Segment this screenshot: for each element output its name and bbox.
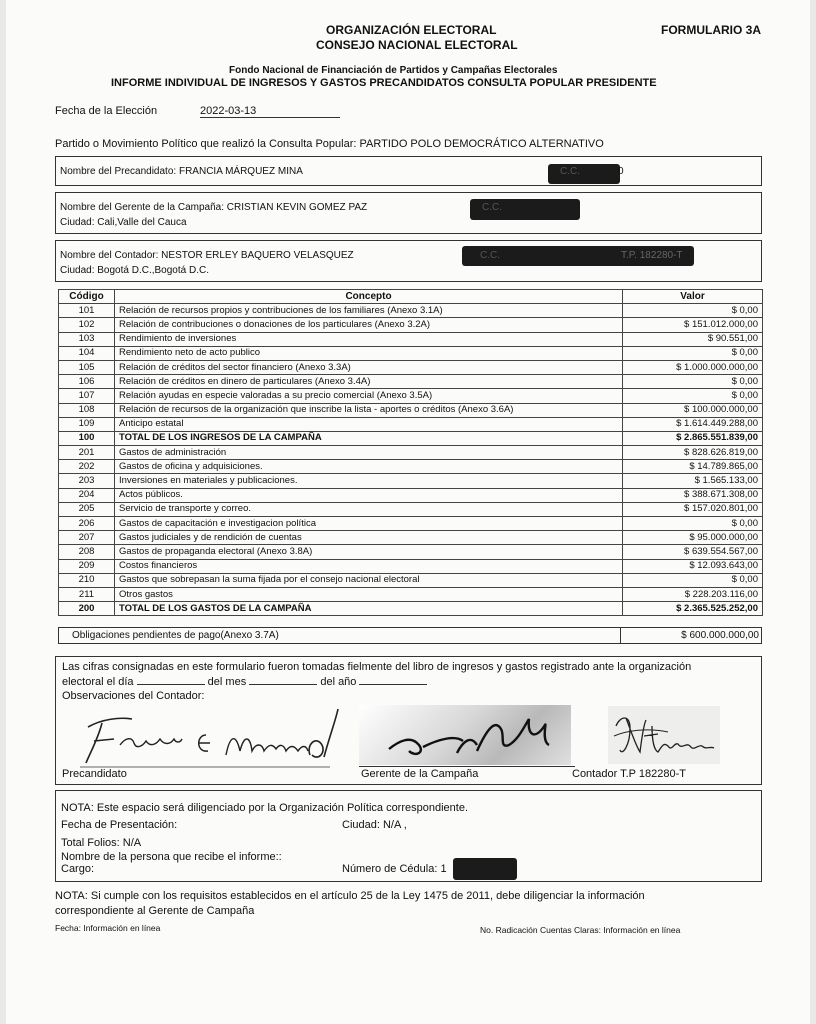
certification-year-label: del año: [320, 676, 357, 688]
row-value: $ 100.000.000,00: [623, 403, 763, 417]
row-concept: Relación ayudas en especie valoradas a su precio comercial (Anexo 3.5A): [115, 389, 623, 403]
accountant-city-row: [60, 265, 209, 276]
cargo-label: Cargo:: [61, 863, 95, 875]
row-value: $ 151.012.000,00: [623, 318, 763, 332]
income-expense-table: [58, 289, 763, 616]
row-value: $ 828.626.819,00: [623, 446, 763, 460]
table-row: [59, 403, 763, 417]
table-row: [59, 587, 763, 601]
cedula-row: [342, 863, 447, 875]
redacted-id: [548, 164, 620, 184]
accountant-signature-image: [608, 706, 720, 764]
table-row: [59, 545, 763, 559]
party-label: Partido o Movimiento Político que realizó la Consulta Popular:: [55, 138, 357, 150]
precandidate-id-prefix: C.C.: [560, 166, 580, 177]
row-code: 106: [59, 375, 115, 389]
manager-signature-image: [359, 705, 571, 765]
certification-line2: [62, 676, 427, 688]
row-code: 211: [59, 587, 115, 601]
manager-row: [60, 202, 367, 213]
day-blank: [137, 684, 205, 685]
table-row: [59, 375, 763, 389]
row-code: 210: [59, 573, 115, 587]
row-concept: Gastos que sobrepasan la suma fijada por el consejo nacional electoral: [115, 573, 623, 587]
accountant-city: Bogotá D.C.,Bogotá D.C.: [97, 265, 209, 276]
row-value: $ 14.789.865,00: [623, 460, 763, 474]
nota2-line1: NOTA: Si cumple con los requisitos establecidos en el artículo 25 de la Ley 1475 de 2011, debe diligenciar la información: [55, 890, 645, 902]
precandidate-label: Nombre del Precandidato:: [60, 166, 177, 177]
row-concept: Rendimiento neto de acto publico: [115, 346, 623, 360]
nota-text: NOTA: Este espacio será diligenciado por la Organización Política correspondiente.: [61, 802, 469, 814]
row-code: 102: [59, 318, 115, 332]
row-code: 105: [59, 360, 115, 374]
certification-month-label: del mes: [207, 676, 247, 688]
fund-title: Fondo Nacional de Financiación de Partidos y Campañas Electorales: [229, 65, 558, 76]
row-concept: Servicio de transporte y correo.: [115, 502, 623, 516]
table-total-row: [59, 602, 763, 616]
table-row: [59, 360, 763, 374]
row-code: 100: [59, 431, 115, 445]
certification-line1: Las cifras consignadas en este formulario fueron tomadas fielmente del libro de ingresos y gastos registrado ante la organización: [62, 661, 692, 673]
row-value: $ 12.093.643,00: [623, 559, 763, 573]
row-code: 202: [59, 460, 115, 474]
row-code: 203: [59, 474, 115, 488]
precandidate-signature-label: Precandidato: [62, 768, 127, 780]
table-row: [59, 346, 763, 360]
row-value: $ 0,00: [623, 375, 763, 389]
cedula-label: Número de Cédula:: [342, 863, 438, 875]
precandidate-id-tail: 0: [618, 166, 624, 177]
row-code: 107: [59, 389, 115, 403]
year-blank: [359, 684, 427, 685]
accountant-city-label: Ciudad:: [60, 265, 95, 276]
cedula-visible: 1: [440, 863, 447, 875]
certification-day-label: electoral el día: [62, 676, 134, 688]
table-row: [59, 559, 763, 573]
row-value: $ 2.365.525.252,00: [623, 602, 763, 616]
table-total-row: [59, 431, 763, 445]
council-title: CONSEJO NACIONAL ELECTORAL: [316, 38, 518, 52]
table-row: [59, 502, 763, 516]
row-concept: TOTAL DE LOS INGRESOS DE LA CAMPAÑA: [115, 431, 623, 445]
row-concept: Gastos de oficina y adquisiciones.: [115, 460, 623, 474]
form-id: FORMULARIO 3A: [661, 23, 761, 37]
table-row: [59, 488, 763, 502]
row-code: 108: [59, 403, 115, 417]
party-row: [55, 138, 604, 150]
election-date-label: Fecha de la Elección: [55, 105, 158, 117]
row-code: 104: [59, 346, 115, 360]
redacted-id: [453, 858, 517, 880]
manager-name: CRISTIAN KEVIN GOMEZ PAZ: [226, 202, 368, 213]
accountant-signature-label: Contador T.P 182280-T: [572, 768, 686, 780]
precandidate-name: FRANCIA MÁRQUEZ MINA: [178, 166, 303, 177]
row-value: $ 0,00: [623, 346, 763, 360]
org-title: ORGANIZACIÓN ELECTORAL: [326, 23, 497, 37]
election-date: 2022-03-13: [200, 105, 340, 118]
manager-id-prefix: C.C.: [482, 202, 502, 213]
table-row: [59, 389, 763, 403]
row-value: $ 388.671.308,00: [623, 488, 763, 502]
accountant-id-prefix: C.C.: [480, 250, 500, 261]
row-code: 208: [59, 545, 115, 559]
obligations-label: Obligaciones pendientes de pago(Anexo 3.7A): [72, 630, 279, 641]
precandidate-row: [60, 166, 303, 177]
table-row: [59, 474, 763, 488]
row-concept: Relación de contribuciones o donaciones de los particulares (Anexo 3.2A): [115, 318, 623, 332]
row-concept: Gastos de administración: [115, 446, 623, 460]
row-concept: Otros gastos: [115, 587, 623, 601]
accountant-label: Nombre del Contador:: [60, 250, 159, 261]
month-blank: [249, 684, 317, 685]
observations-label: Observaciones del Contador:: [62, 690, 205, 702]
manager-label: Nombre del Gerente de la Campaña:: [60, 202, 224, 213]
row-code: 205: [59, 502, 115, 516]
presentation-date-label: Fecha de Presentación:: [61, 819, 178, 831]
row-concept: Relación de créditos del sector financiero (Anexo 3.3A): [115, 360, 623, 374]
manager-city-label: Ciudad:: [60, 217, 95, 228]
accountant-row: [60, 250, 354, 261]
manager-signature-label: Gerente de la Campaña: [361, 768, 479, 780]
row-value: $ 0,00: [623, 389, 763, 403]
footer-date: Fecha: Información en línea: [55, 923, 161, 933]
row-concept: Gastos de capacitación e investigacion política: [115, 517, 623, 531]
row-concept: Relación de recursos de la organización que inscribe la lista - aportes o créditos (Anexo 3.6A): [115, 403, 623, 417]
row-concept: Relación de recursos propios y contribuciones de los familiares (Anexo 3.1A): [115, 304, 623, 318]
table-header-row: [59, 290, 763, 304]
table-row: [59, 304, 763, 318]
table-row: [59, 517, 763, 531]
table-row: [59, 446, 763, 460]
obligations-value: $ 600.000.000,00: [681, 630, 759, 641]
row-code: 206: [59, 517, 115, 531]
table-row: [59, 573, 763, 587]
row-code: 201: [59, 446, 115, 460]
header-value: Valor: [623, 290, 763, 304]
receiver-label: Nombre de la persona que recibe el informe::: [61, 851, 282, 863]
row-code: 200: [59, 602, 115, 616]
row-value: $ 0,00: [623, 573, 763, 587]
row-concept: Costos financieros: [115, 559, 623, 573]
row-concept: Gastos judiciales y de rendición de cuentas: [115, 531, 623, 545]
row-code: 103: [59, 332, 115, 346]
row-value: $ 639.554.567,00: [623, 545, 763, 559]
row-code: 207: [59, 531, 115, 545]
accountant-signature: [608, 706, 720, 764]
footer-radicacion: No. Radicación Cuentas Claras: Información en línea: [480, 925, 681, 935]
manager-signature: [359, 705, 571, 765]
header-code: Código: [59, 290, 115, 304]
party-name: PARTIDO POLO DEMOCRÁTICO ALTERNATIVO: [359, 138, 604, 150]
row-code: 209: [59, 559, 115, 573]
row-concept: Rendimiento de inversiones: [115, 332, 623, 346]
row-value: $ 95.000.000,00: [623, 531, 763, 545]
table-row: [59, 531, 763, 545]
row-concept: Gastos de propaganda electoral (Anexo 3.8A): [115, 545, 623, 559]
table-row: [59, 332, 763, 346]
table-row: [59, 318, 763, 332]
row-code: 204: [59, 488, 115, 502]
table-row: [59, 460, 763, 474]
row-concept: TOTAL DE LOS GASTOS DE LA CAMPAÑA: [115, 602, 623, 616]
nota2-line2: correspondiente al Gerente de Campaña: [55, 905, 255, 917]
row-value: $ 0,00: [623, 517, 763, 531]
accountant-name: NESTOR ERLEY BAQUERO VELASQUEZ: [161, 250, 354, 261]
row-code: 109: [59, 417, 115, 431]
row-value: $ 1.565.133,00: [623, 474, 763, 488]
manager-signature-line: [359, 766, 575, 767]
header-concept: Concepto: [115, 290, 623, 304]
manager-city-row: [60, 217, 187, 228]
row-value: $ 0,00: [623, 304, 763, 318]
row-concept: Anticipo estatal: [115, 417, 623, 431]
row-code: 101: [59, 304, 115, 318]
row-value: $ 157.020.801,00: [623, 502, 763, 516]
row-concept: Relación de créditos en dinero de particulares (Anexo 3.4A): [115, 375, 623, 389]
city-text: Ciudad: N/A ,: [342, 819, 407, 831]
row-value: $ 2.865.551.839,00: [623, 431, 763, 445]
row-concept: Inversiones en materiales y publicaciones.: [115, 474, 623, 488]
manager-city: Cali,Valle del Cauca: [97, 217, 187, 228]
accountant-tp: T.P. 182280-T: [621, 250, 683, 261]
row-value: $ 228.203.116,00: [623, 587, 763, 601]
row-value: $ 1.614.449.288,00: [623, 417, 763, 431]
folios-text: Total Folios: N/A: [61, 837, 142, 849]
row-value: $ 1.000.000.000,00: [623, 360, 763, 374]
row-concept: Actos públicos.: [115, 488, 623, 502]
report-title: INFORME INDIVIDUAL DE INGRESOS Y GASTOS PRECANDIDATOS CONSULTA POPULAR PRESIDENTE: [111, 77, 657, 89]
table-row: [59, 417, 763, 431]
precandidate-signature: [80, 705, 342, 770]
row-value: $ 90.551,00: [623, 332, 763, 346]
